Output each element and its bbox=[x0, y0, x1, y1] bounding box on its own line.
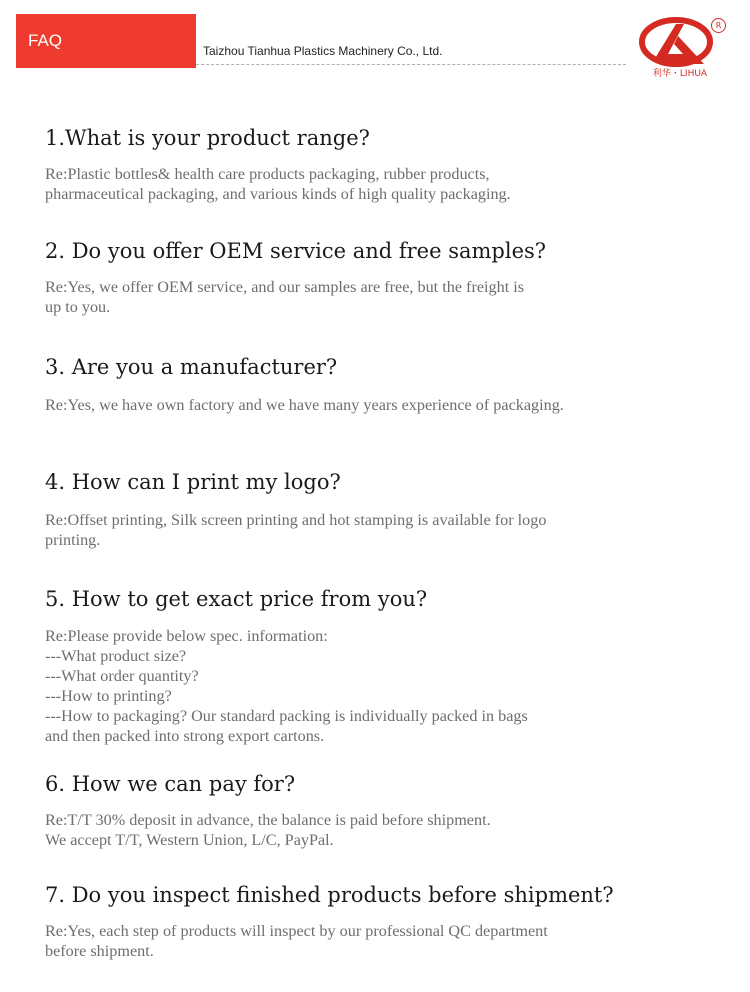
logo-caption: 利华・LIHUA bbox=[652, 69, 708, 79]
faq-question: 3. Are you a manufacturer? bbox=[45, 355, 338, 379]
faq-item bbox=[45, 770, 725, 850]
company-name: Taizhou Tianhua Plastics Machinery Co., Ltd. bbox=[203, 44, 443, 58]
answer-line: before shipment. bbox=[45, 942, 154, 960]
answer-line: printing. bbox=[45, 531, 101, 549]
faq-item bbox=[45, 353, 725, 415]
faq-item bbox=[45, 468, 725, 550]
faq-item bbox=[45, 585, 725, 746]
answer-line: Re:Offset printing, Silk screen printing and hot stamping is available for logo bbox=[45, 511, 547, 529]
registered-mark-icon bbox=[711, 18, 726, 33]
answer-line: up to you. bbox=[45, 298, 111, 316]
faq-question: 4. How can I print my logo? bbox=[45, 470, 341, 494]
faq-tab-label: FAQ bbox=[28, 31, 63, 50]
answer-line: Re:Plastic bottles& health care products packaging, rubber products, bbox=[45, 165, 490, 183]
faq-answer bbox=[45, 395, 725, 415]
faq-answer bbox=[45, 921, 725, 961]
answer-line: Re:T/T 30% deposit in advance, the balance is paid before shipment. bbox=[45, 811, 491, 829]
faq-question: 7. Do you inspect finished products before shipment? bbox=[45, 883, 614, 907]
answer-line: Re:Please provide below spec. information: bbox=[45, 627, 328, 645]
answer-line: We accept T/T, Western Union, L/C, PayPal. bbox=[45, 831, 334, 849]
faq-question: 6. How we can pay for? bbox=[45, 772, 296, 796]
header-divider bbox=[196, 64, 626, 65]
faq-item bbox=[45, 124, 725, 204]
page-header bbox=[0, 0, 750, 90]
answer-line: Re:Yes, we offer OEM service, and our samples are free, but the freight is bbox=[45, 278, 525, 296]
faq-item bbox=[45, 881, 725, 961]
answer-line: ---How to printing? bbox=[45, 687, 172, 705]
faq-answer bbox=[45, 810, 725, 850]
answer-line: ---What order quantity? bbox=[45, 667, 199, 685]
faq-question: 1.What is your product range? bbox=[45, 126, 370, 150]
faq-answer bbox=[45, 626, 725, 746]
faq-question: 5. How to get exact price from you? bbox=[45, 587, 428, 611]
answer-line: Re:Yes, we have own factory and we have many years experience of packaging. bbox=[45, 396, 564, 414]
answer-line: pharmaceutical packaging, and various kinds of high quality packaging. bbox=[45, 185, 511, 203]
answer-line: ---How to packaging? Our standard packing is individually packed in bags bbox=[45, 707, 528, 725]
faq-answer bbox=[45, 277, 725, 317]
answer-line: ---What product size? bbox=[45, 647, 187, 665]
registered-mark-letter: R bbox=[715, 21, 722, 30]
faq-question: 2. Do you offer OEM service and free samples? bbox=[45, 239, 547, 263]
faq-answer bbox=[45, 164, 725, 204]
answer-line: Re:Yes, each step of products will inspect by our professional QC department bbox=[45, 922, 548, 940]
faq-item bbox=[45, 237, 725, 317]
faq-answer bbox=[45, 510, 725, 550]
answer-line: and then packed into strong export cartons. bbox=[45, 727, 325, 745]
faq-tab bbox=[16, 14, 196, 68]
